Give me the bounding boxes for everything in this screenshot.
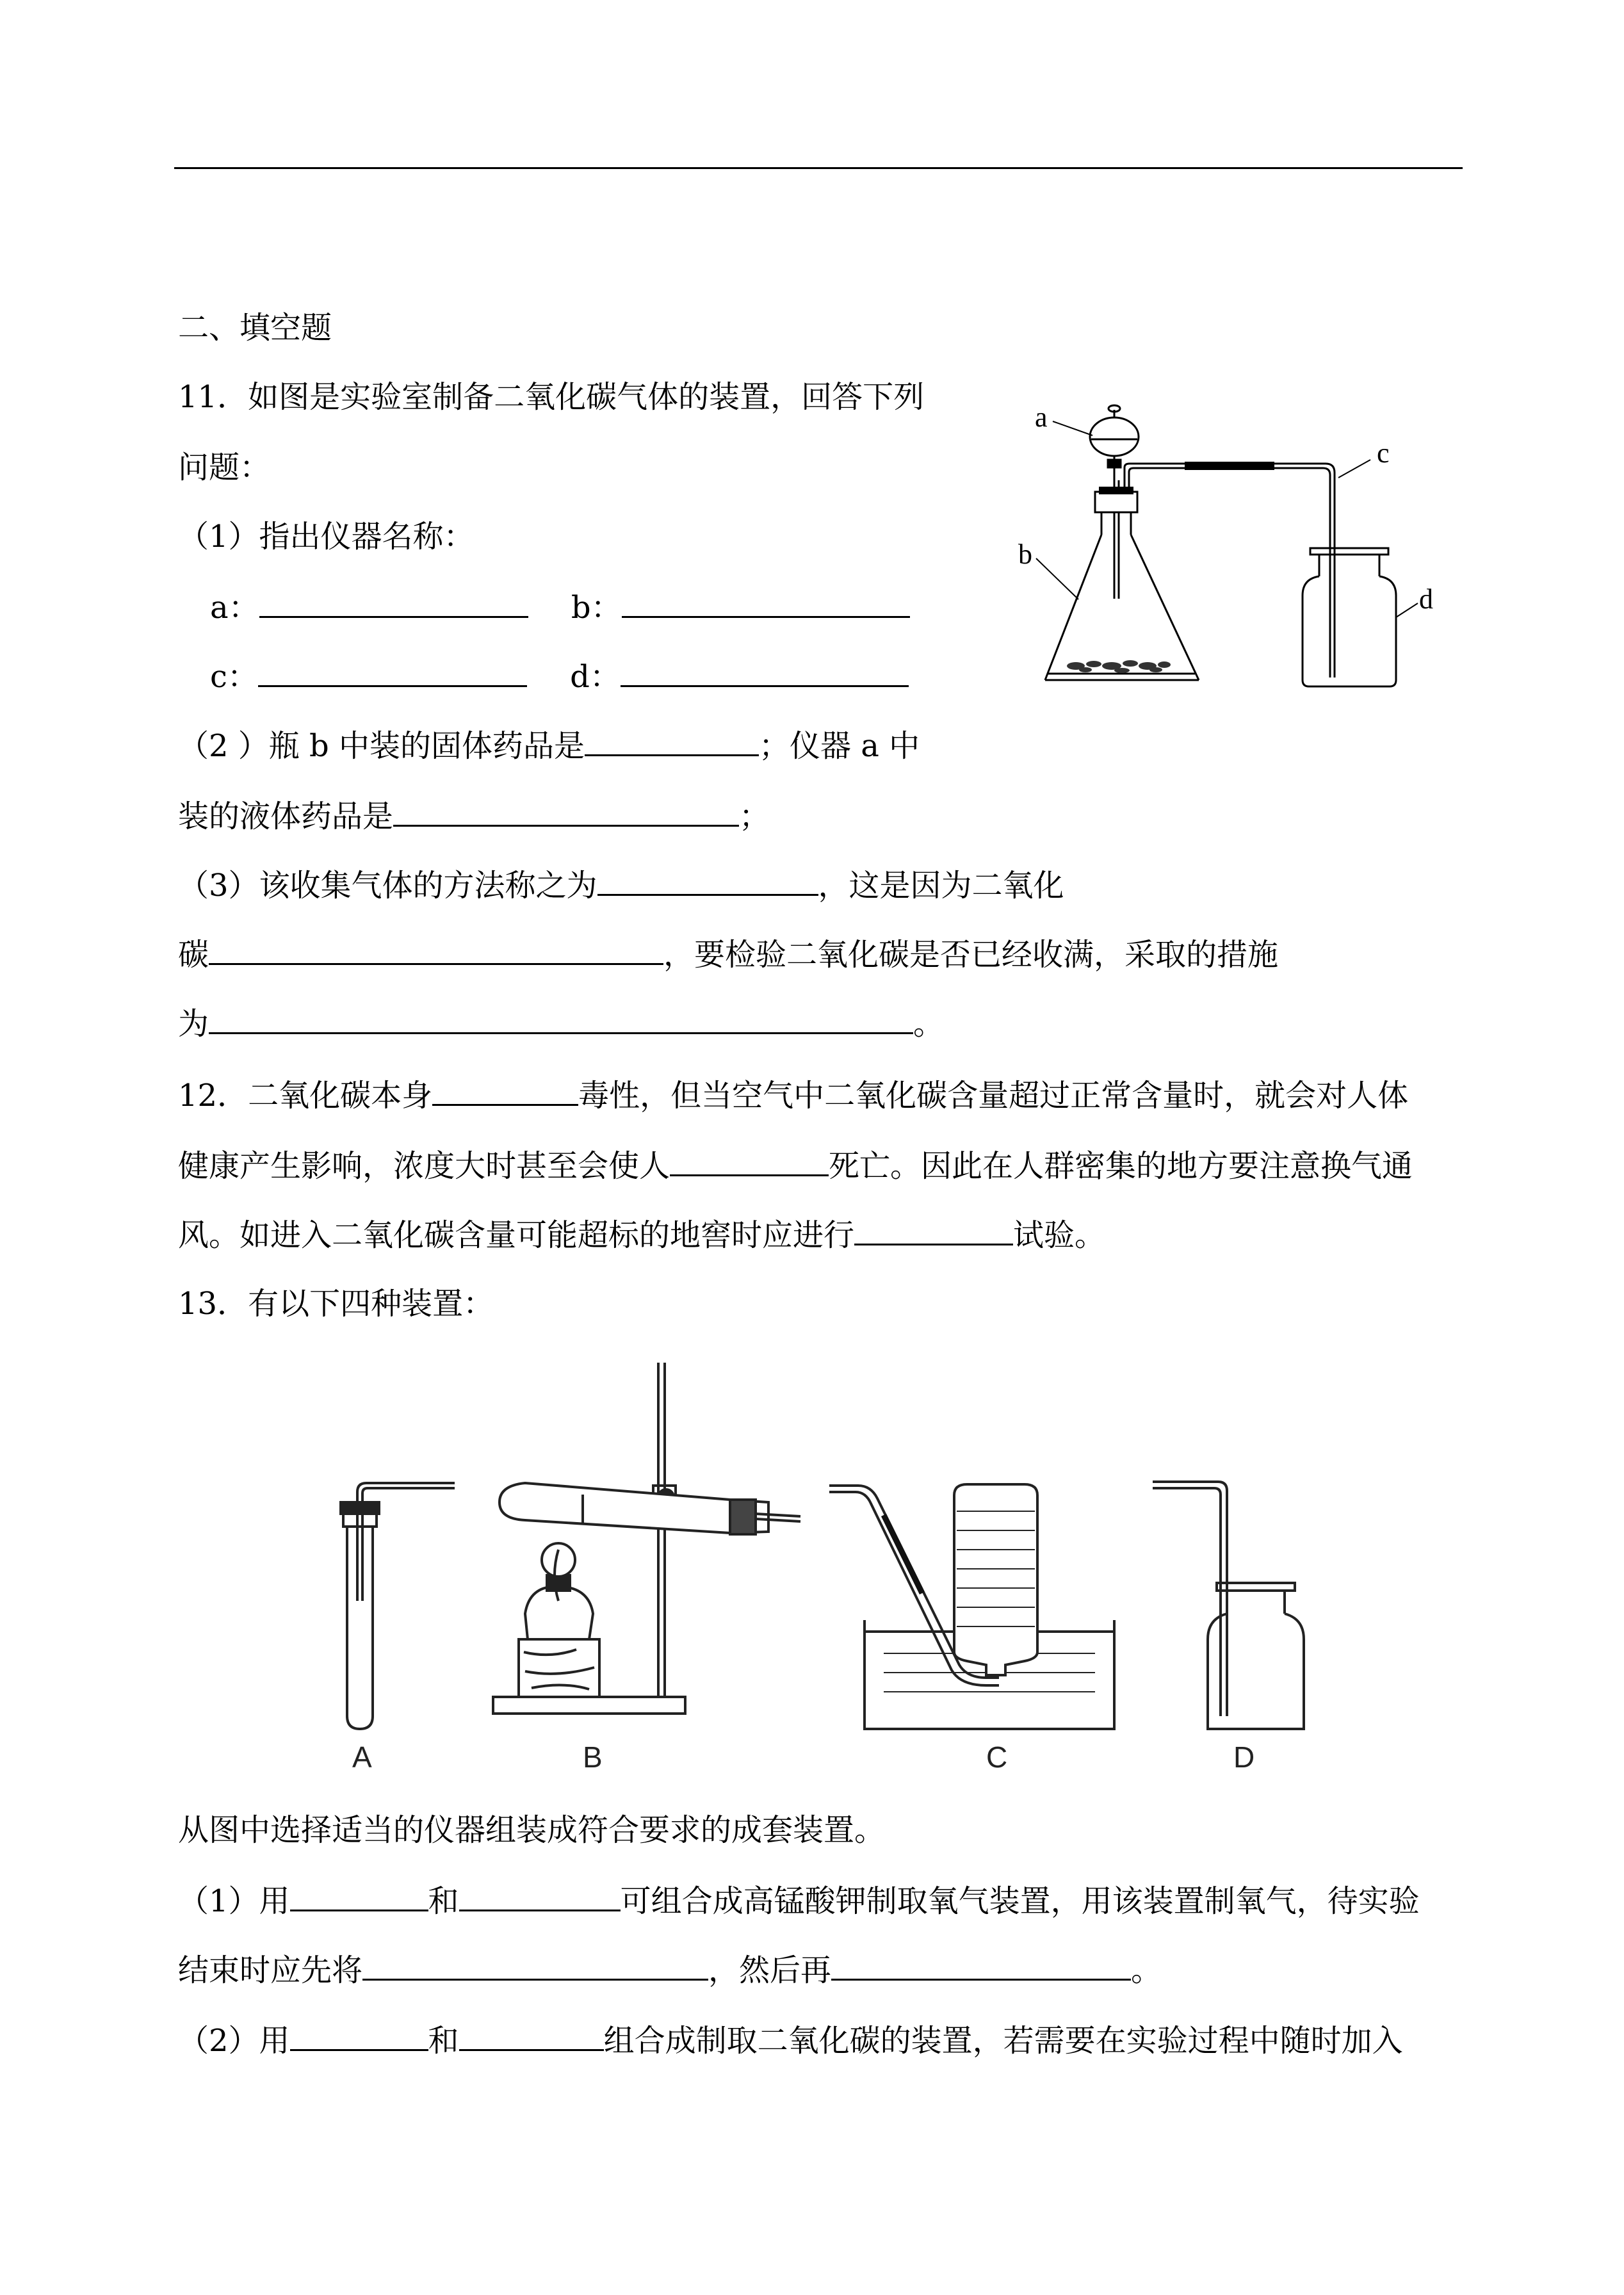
rubber-stopper <box>1095 492 1137 512</box>
answer-blank-check-full[interactable] <box>209 1004 913 1034</box>
q11-line2: 问题： <box>178 450 271 485</box>
conical-flask <box>1045 512 1199 680</box>
apparatus-a-test-tube <box>341 1483 455 1729</box>
q11-ab-row: a： b： <box>210 588 910 627</box>
answer-blank-co2-property[interactable] <box>209 935 663 965</box>
answer-blank-death-cause[interactable] <box>670 1146 829 1176</box>
q13-part1-line1: （1）用 和 可组合成高锰酸钾制取氧气装置，用该装置制氧气，待实验 <box>178 1881 1420 1920</box>
apparatus-label-d: D <box>1233 1740 1255 1774</box>
four-apparatus-figure <box>307 1358 1332 1774</box>
apparatus-label-a: A <box>352 1740 372 1774</box>
leader-c <box>1338 460 1370 478</box>
q12-line1: 12．二氧化碳本身 毒性，但当空气中二氧化碳含量超过正常含量时，就会对人体 <box>178 1076 1408 1115</box>
figure-label-d: d <box>1419 583 1433 615</box>
leader-b <box>1036 558 1078 599</box>
q13-instruction: 从图中选择适当的仪器组装成符合要求的成套装置。 <box>178 1812 886 1848</box>
co2-apparatus-figure <box>999 384 1447 717</box>
answer-blank-test-type[interactable] <box>854 1215 1013 1245</box>
apparatus-c-water-trough <box>829 1484 1114 1729</box>
q11-part1-title: （1）指出仪器名称： <box>178 519 475 555</box>
q11-part3-line2: 碳 ，要检验二氧化碳是否已经收满，采取的措施 <box>178 935 1278 974</box>
answer-blank-d[interactable] <box>621 657 909 687</box>
answer-blank-o2-apparatus-1[interactable] <box>290 1881 428 1911</box>
q11-line1: 11．如图是实验室制备二氧化碳气体的装置，回答下列 <box>178 379 925 415</box>
answer-blank-collection-method[interactable] <box>597 866 818 896</box>
answer-blank-co2-apparatus-2[interactable] <box>459 2021 604 2051</box>
q12-line2: 健康产生影响，浓度大时甚至会使人 死亡。因此在人群密集的地方要注意换气通 <box>178 1146 1413 1185</box>
apparatus-d-gas-bottle <box>1153 1482 1304 1729</box>
q13-part1-line2: 结束时应先将 ，然后再 。 <box>178 1950 1162 1990</box>
answer-blank-first-step[interactable] <box>362 1950 708 1981</box>
solid-reagent <box>1067 660 1171 673</box>
q11-part3-line1: （3）该收集气体的方法称之为 ，这是因为二氧化 <box>178 866 1064 905</box>
q11-part2-line2: 装的液体药品是 ； <box>178 797 770 836</box>
gas-jar <box>1303 548 1396 686</box>
answer-blank-toxicity[interactable] <box>432 1076 578 1106</box>
apparatus-b-heating-setup <box>493 1363 800 1714</box>
answer-blank-solid-reagent[interactable] <box>585 726 759 756</box>
q11-part3-line3: 为 。 <box>178 1004 944 1043</box>
answer-blank-co2-apparatus-1[interactable] <box>290 2021 428 2051</box>
answer-blank-b[interactable] <box>622 588 910 618</box>
figure-label-a: a <box>1035 401 1048 433</box>
apparatus-label-c: C <box>986 1740 1008 1774</box>
leader-a <box>1053 421 1092 435</box>
answer-blank-second-step[interactable] <box>831 1950 1131 1981</box>
q11-cd-row: c： d： <box>210 657 909 696</box>
q13-title: 13．有以下四种装置： <box>178 1286 494 1322</box>
answer-blank-a[interactable] <box>259 588 528 618</box>
answer-blank-liquid-reagent[interactable] <box>393 797 739 827</box>
figure-label-b: b <box>1018 539 1032 570</box>
answer-blank-c[interactable] <box>258 657 527 687</box>
q12-line3: 风。如进入二氧化碳含量可能超标的地窖时应进行 试验。 <box>178 1215 1105 1254</box>
leader-d <box>1396 603 1418 617</box>
answer-blank-o2-apparatus-2[interactable] <box>459 1881 621 1911</box>
figure-label-c: c <box>1377 437 1390 469</box>
apparatus-label-b: B <box>583 1740 603 1774</box>
rubber-connector <box>1185 462 1274 470</box>
q13-part2-line1: （2）用 和 组合成制取二氧化碳的装置，若需要在实验过程中随时加入 <box>178 2021 1403 2060</box>
header-rule <box>174 167 1463 169</box>
q11-part2-line1: （2 ）瓶 b 中装的固体药品是 ；仪器 a 中 <box>178 726 920 765</box>
section-title: 二、填空题 <box>178 310 332 346</box>
